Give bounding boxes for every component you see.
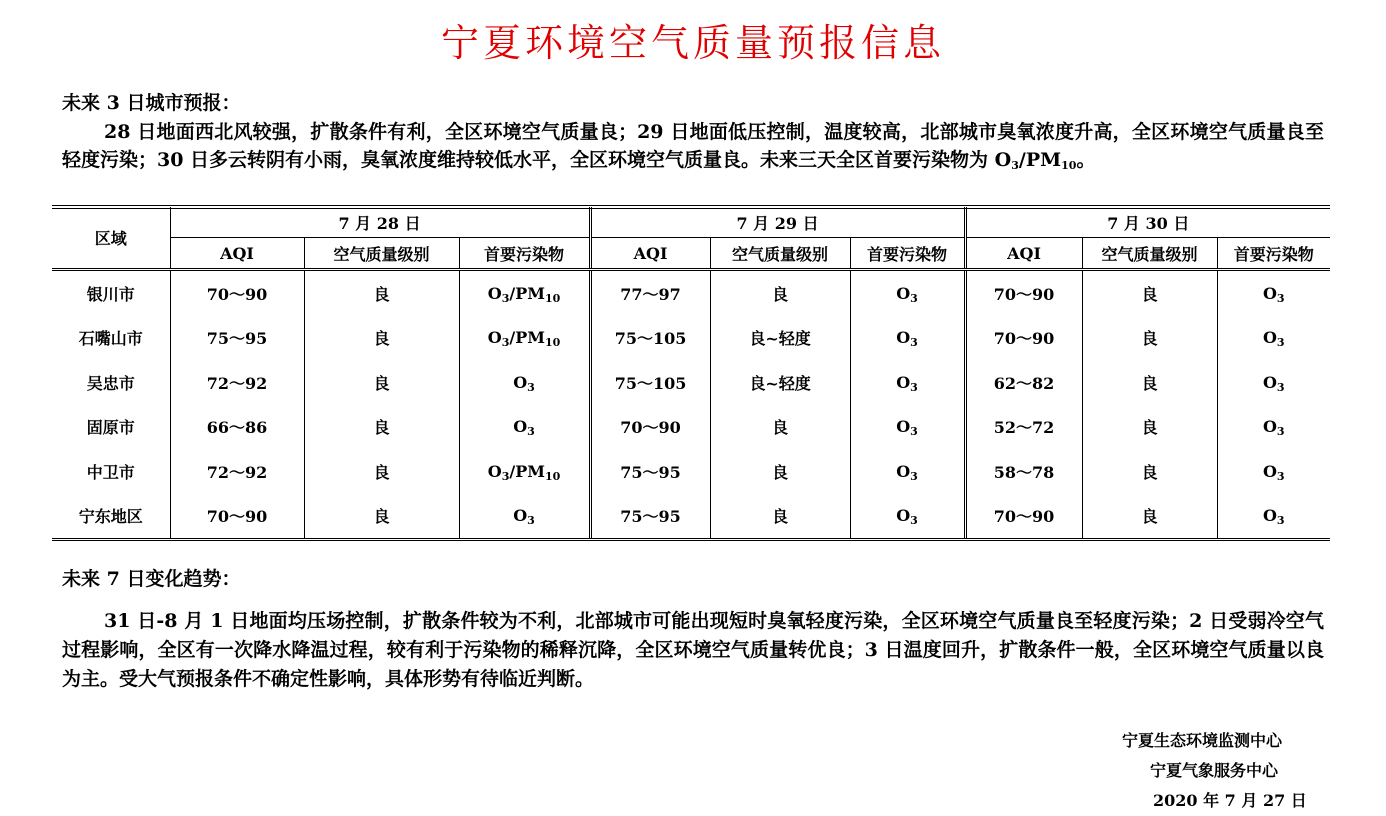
region-cell: 银川市 [86,284,135,304]
day2-level-header: 空气质量级别 [710,238,850,270]
day3-pollutant-cell: $O_3$ [1217,494,1330,540]
day1-pollutant-header: 首要污染物 [459,238,590,270]
day3-level-cell: 良 [1082,405,1217,450]
day2-level-cell: 良 [710,405,850,450]
table-row [52,360,1330,405]
day2-pollutant-cell: $O_3$ [850,449,965,494]
day2-aqi-cell: 75～105 [590,360,710,405]
day1-level-cell: 良 [304,316,459,361]
day2-aqi-cell: 70～90 [590,405,710,450]
region-cell: 固原市 [86,418,135,438]
day1-aqi-cell: 72～92 [170,449,304,494]
day3-aqi-cell: 52～72 [965,405,1082,450]
day1-level-cell: 良 [304,449,459,494]
day2-pollutant-cell: $O_3$ [850,316,965,361]
pm-text: /PM [1018,149,1062,171]
day1-pollutant-cell: $O_3$ [459,494,590,540]
day1-aqi-cell: 66～86 [170,405,304,450]
page-title: 宁夏环境空气质量预报信息 [440,21,945,65]
day3-pollutant-cell: $O_3$ [1217,360,1330,405]
day1-aqi-cell: 72～92 [170,360,304,405]
o3-subscript: 3 [1011,159,1019,172]
day1-level-cell: 良 [304,270,459,316]
region-cell: 吴忠市 [86,373,135,393]
day1-level-cell: 良 [304,405,459,450]
day3-aqi-header: AQI [965,238,1082,270]
day1-pollutant-cell: $O_3$ [459,405,590,450]
day3-aqi-cell: 62～82 [965,360,1082,405]
day2-pollutant-cell: $O_3$ [850,360,965,405]
day2-level-cell: 良 [710,449,850,494]
day3-level-header: 空气质量级别 [1082,238,1217,270]
table-row [52,405,1330,450]
day3-aqi-cell: 58～78 [965,449,1082,494]
table-top-rule [52,205,1330,206]
day3-level-cell: 良 [1082,494,1217,540]
day2-aqi-cell: 75～95 [590,494,710,540]
day2-aqi-cell: 75～95 [590,449,710,494]
day2-level-cell: 良~轻度 [710,360,850,405]
day1-aqi-cell: 75～95 [170,316,304,361]
table-row [52,316,1330,361]
forecast-3day-text: 28 日地面西北风较强，扩散条件有利，全区环境空气质量良；29 日地面低压控制，温度较高，北部城市臭氧浓度升高，全区环境空气质量良至轻度污染；30 日多云转阴有小雨，臭氧浓度维持较低水平，全区环境空气质量良。未来三天全区首要污染物为 O [62,121,1324,171]
day1-level-header: 空气质量级别 [304,238,459,270]
day3-aqi-cell: 70～90 [965,316,1082,361]
forecast-3day-heading: 未来 3 日城市预报： [62,92,241,114]
day3-pollutant-header: 首要污染物 [1217,238,1330,270]
day1-header: 7 月 28 日 [170,207,590,238]
table-row [52,494,1330,540]
region-header: 区域 [52,207,170,270]
day2-pollutant-cell: $O_3$ [850,270,965,316]
day2-pollutant-header: 首要污染物 [850,238,965,270]
day3-pollutant-cell: $O_3$ [1217,405,1330,450]
day1-aqi-cell: 70～90 [170,494,304,540]
day2-level-cell: 良 [710,270,850,316]
table-row [52,270,1330,316]
forecast-table-wrapper [52,207,1330,547]
signature-date: 2020 年 7 月 27 日 [1153,791,1307,810]
signature-org-monitoring: 宁夏生态环境监测中心 [1122,731,1283,750]
table-row [52,449,1330,494]
day1-pollutant-cell: $O_3$ [459,360,590,405]
day3-pollutant-cell: $O_3$ [1217,270,1330,316]
day2-pollutant-cell: $O_3$ [850,494,965,540]
period: 。 [1076,149,1096,171]
trend-7day-paragraph: 31 日-8 月 1 日地面均压场控制，扩散条件较为不利，北部城市可能出现短时臭氧轻度污染，全区环境空气质量良至轻度污染；2 日受弱冷空气过程影响，全区有一次降水降温过程，较有利于污染物的稀释沉降，全区环境空气质量转优良；3 日温度回升，扩散条件一般，全区环境空气质量以良为主。受大气预报条件不确定性影响，具体形势有待临近判断。 [62,610,1324,690]
day3-pollutant-cell: $O_3$ [1217,316,1330,361]
day3-header: 7 月 30 日 [965,207,1330,238]
trend-7day-heading: 未来 7 日变化趋势： [62,568,241,590]
day2-level-cell: 良~轻度 [710,316,850,361]
day1-aqi-cell: 70～90 [170,270,304,316]
day2-aqi-cell: 75～105 [590,316,710,361]
region-cell: 中卫市 [86,462,135,482]
forecast-table-body [52,270,1330,540]
day2-header: 7 月 29 日 [590,207,965,238]
day3-level-cell: 良 [1082,270,1217,316]
day2-aqi-header: AQI [590,238,710,270]
day3-level-cell: 良 [1082,449,1217,494]
signature-org-weather: 宁夏气象服务中心 [1150,761,1279,780]
day1-pollutant-cell: $O_3/PM_{10}$ [459,270,590,316]
day1-level-cell: 良 [304,360,459,405]
day3-aqi-cell: 70～90 [965,494,1082,540]
region-cell: 石嘴山市 [78,329,143,349]
day3-pollutant-cell: $O_3$ [1217,449,1330,494]
forecast-table [52,207,1330,541]
day1-pollutant-cell: $O_3/PM_{10}$ [459,449,590,494]
pm10-subscript: 10 [1061,159,1077,172]
forecast-3day-paragraph [62,118,1324,174]
day3-level-cell: 良 [1082,316,1217,361]
day2-level-cell: 良 [710,494,850,540]
region-cell: 宁东地区 [52,494,170,540]
day2-pollutant-cell: $O_3$ [850,405,965,450]
day1-level-cell: 良 [304,494,459,540]
day2-aqi-cell: 77～97 [590,270,710,316]
day3-aqi-cell: 70～90 [965,270,1082,316]
day3-level-cell: 良 [1082,360,1217,405]
day1-pollutant-cell: $O_3/PM_{10}$ [459,316,590,361]
day1-aqi-header: AQI [170,238,304,270]
